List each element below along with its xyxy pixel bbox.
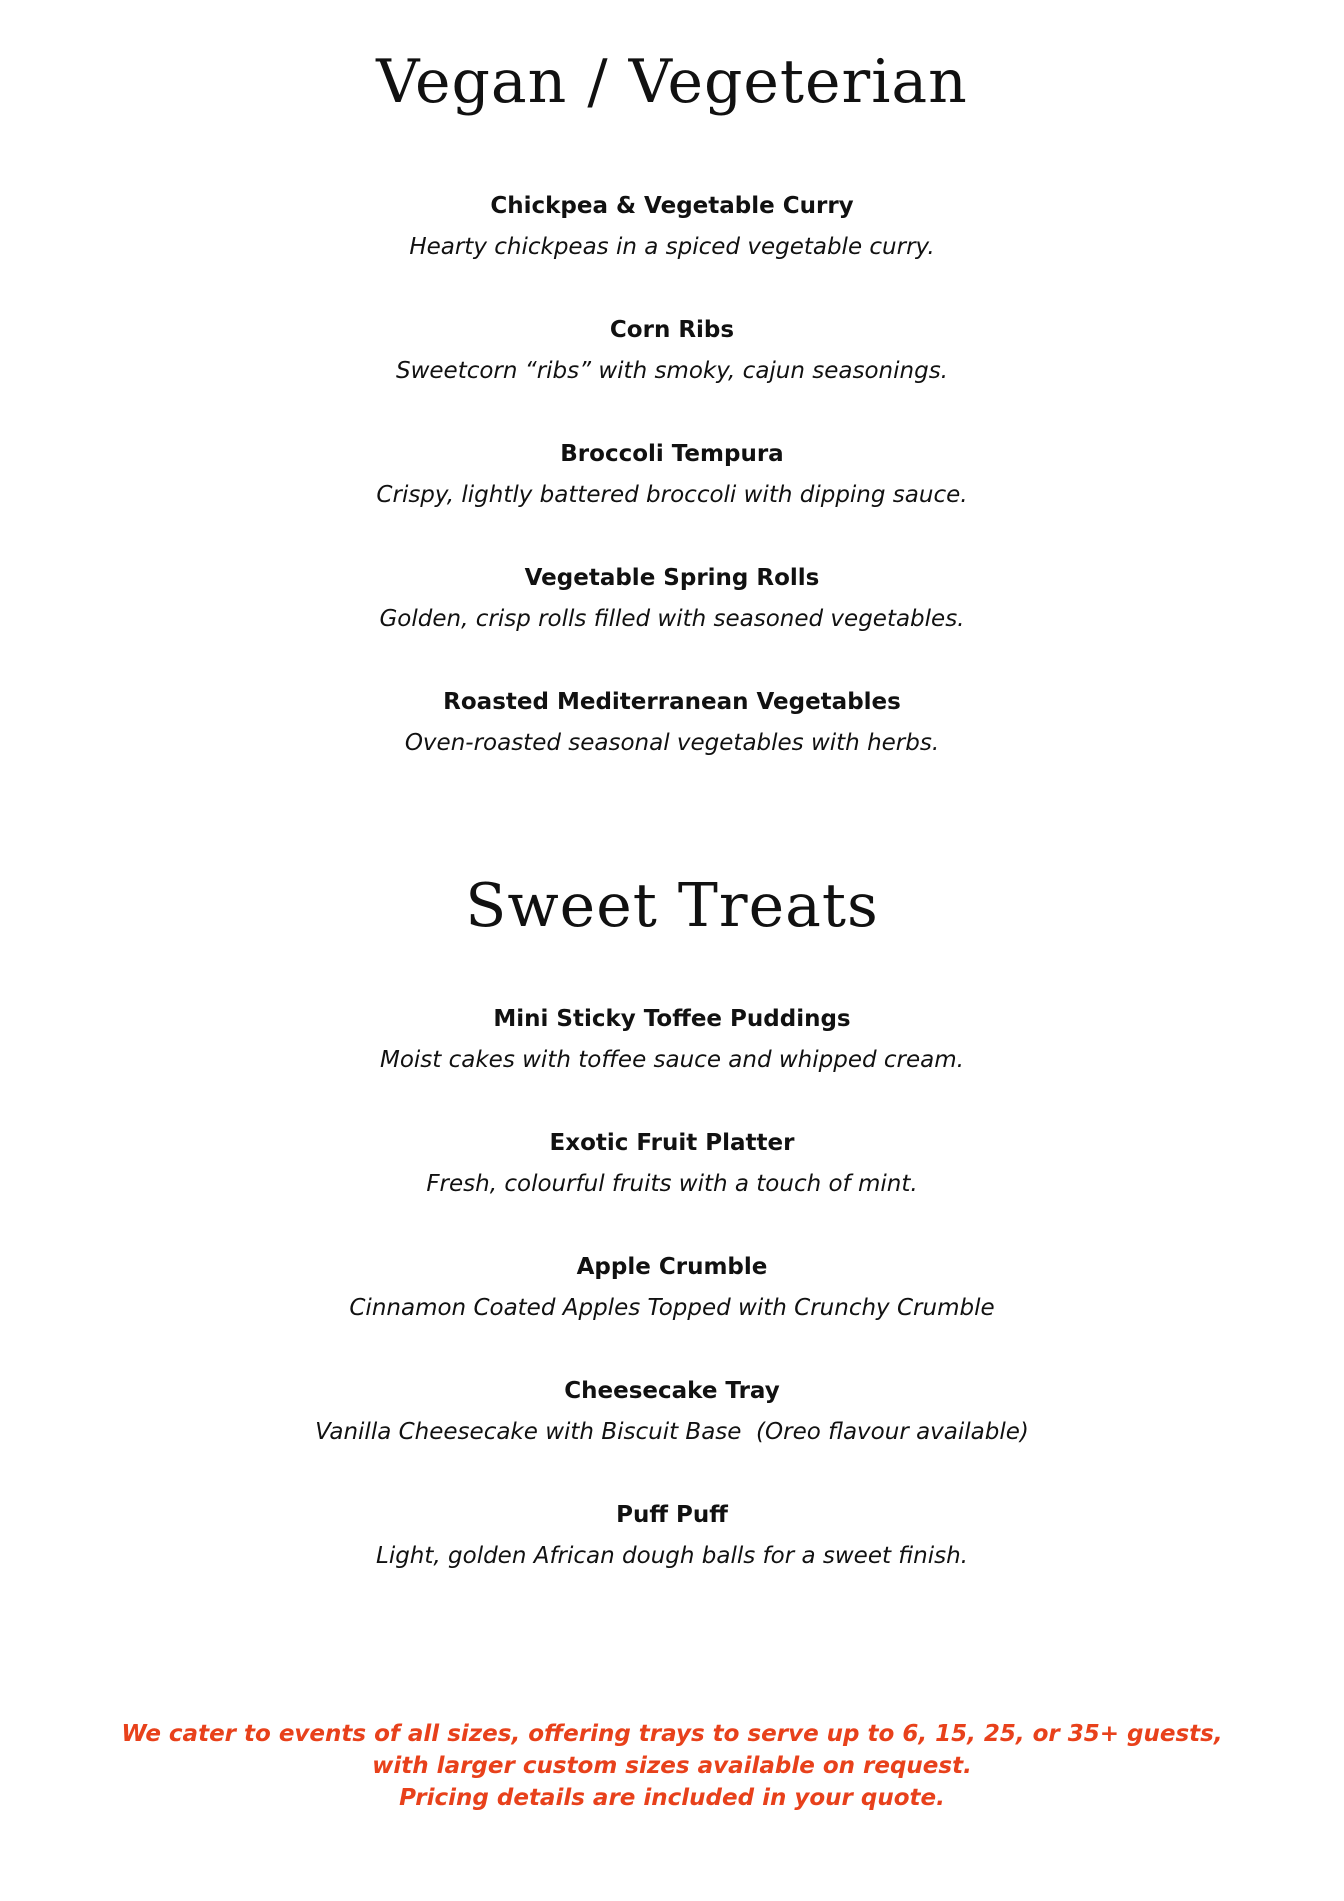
- item-description: Hearty chickpeas in a spiced vegetable curry.: [409, 234, 935, 260]
- item-name: Mini Sticky Toffee Puddings: [493, 1006, 851, 1032]
- item-name: Vegetable Spring Rolls: [524, 565, 820, 591]
- item-description: Light, golden African dough balls for a sweet finish.: [376, 1543, 968, 1569]
- item-description: Cinnamon Coated Apples Topped with Crunchy Crumble: [349, 1295, 995, 1321]
- menu-item: [0, 564, 1344, 633]
- item-name: Corn Ribs: [609, 317, 735, 343]
- section-title-vegan: Vegan / Vegeterian: [376, 47, 968, 117]
- item-description: Crispy, lightly battered broccoli with dipping sauce.: [376, 482, 968, 508]
- catering-note: [0, 1718, 1344, 1814]
- menu-item: [0, 440, 1344, 509]
- item-name: Roasted Mediterranean Vegetables: [443, 689, 901, 715]
- item-name: Chickpea & Vegetable Curry: [490, 193, 854, 219]
- item-name: Broccoli Tempura: [560, 441, 784, 467]
- menu-item: [0, 316, 1344, 385]
- section-title-sweet-treats: Sweet Treats: [465, 871, 879, 941]
- menu-item: [0, 1253, 1344, 1322]
- item-description: Vanilla Cheesecake with Biscuit Base (Oreo flavour available): [315, 1419, 1029, 1445]
- menu-item: [0, 192, 1344, 261]
- menu-item: [0, 1005, 1344, 1074]
- item-name: Apple Crumble: [576, 1254, 768, 1280]
- item-name: Exotic Fruit Platter: [549, 1130, 795, 1156]
- menu-item: [0, 1377, 1344, 1446]
- catering-note-line-3: Pricing details are included in your quote.: [399, 1785, 945, 1811]
- item-name: Puff Puff: [616, 1502, 728, 1528]
- menu-item: [0, 1129, 1344, 1198]
- item-name: Cheesecake Tray: [564, 1378, 780, 1404]
- item-description: Golden, crisp rolls filled with seasoned vegetables.: [379, 606, 965, 632]
- item-description: Moist cakes with toffee sauce and whipped cream.: [380, 1047, 964, 1073]
- item-description: Fresh, colourful fruits with a touch of mint.: [426, 1171, 918, 1197]
- catering-note-line-2: with larger custom sizes available on request.: [372, 1753, 972, 1779]
- item-description: Sweetcorn “ribs” with smoky, cajun seasonings.: [395, 358, 948, 384]
- catering-note-line-1: We cater to events of all sizes, offering trays to serve up to 6, 15, 25, or 35+ guests,: [121, 1721, 1223, 1747]
- menu-item: [0, 1501, 1344, 1570]
- menu-item: [0, 688, 1344, 757]
- item-description: Oven-roasted seasonal vegetables with herbs.: [404, 730, 940, 756]
